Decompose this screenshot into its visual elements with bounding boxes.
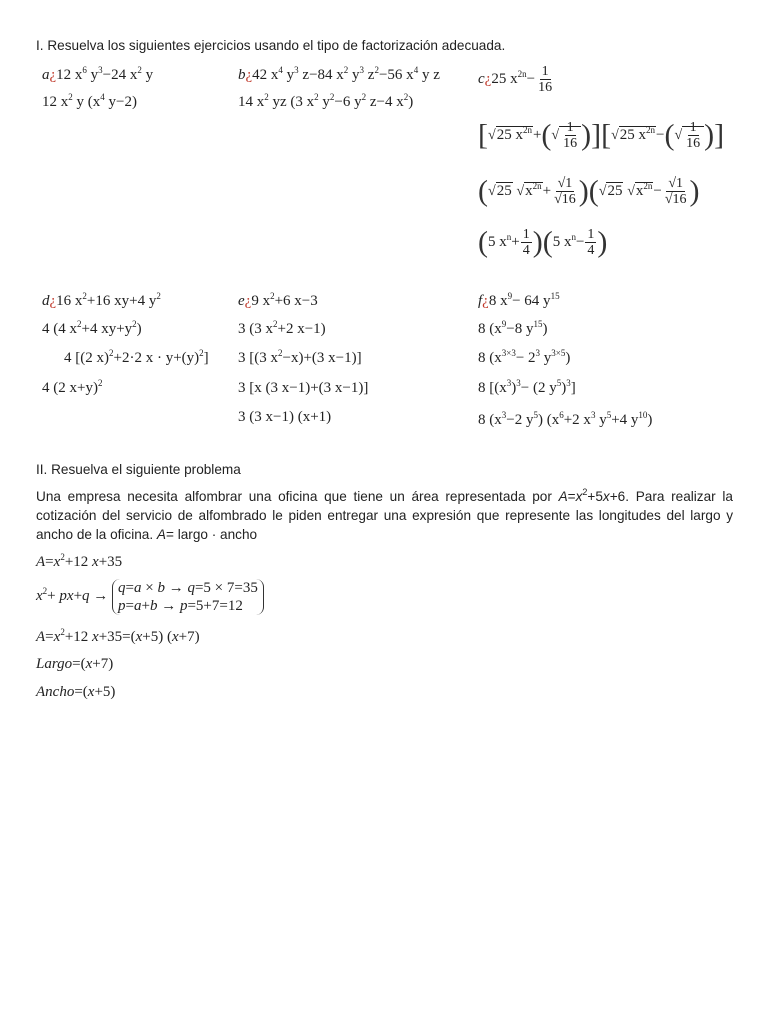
exercise-d-line-3: 4 [(2 x)$^2$+2·2 $x \cdot y+(y)^2$] — [64, 348, 209, 366]
exercise-e-line-3: 3 [(3 $x^2-x)+(3$ x−1)] — [238, 348, 362, 366]
exercise-c-line-2: [√25 $x^{2n}+(√$ $\frac{1}{16}$ )][√25 $x^{2n}-(√$ $\frac{1}{16}$ )] — [478, 118, 725, 152]
exercise-f-line-3: 8 ($x^{3\times 3}- 2^3$ $y^{3\times 5}$) — [478, 348, 571, 366]
ancho-result: Ancho=(x+5) — [36, 684, 116, 700]
factored-area: $A=x^2+12$ x+35=(x+5) (x+7) — [36, 627, 200, 645]
area-equation: $A=x^2+12$ x+35 — [36, 552, 123, 570]
exercise-e-line-1: e¿9 $x^2+6$ x−3 — [238, 291, 318, 309]
exercise-d-line-2: 4 (4 $x^2+4$ $xy+y^2$) — [42, 319, 142, 337]
exercise-c-line-3: (√25 $√x^{2n}+$ $\frac{√1}{√16}$ )(√25 $√x^{2n}-$ $\frac{√1}{√16}$ ) — [478, 174, 700, 208]
exercise-e-line-5: 3 (3 x−1) (x+1) — [238, 409, 332, 425]
exercise-b-line-1: b¿42 $x^4$ $y^3$ z−84 $x^2$ $y^3$ $z^2-56$ $x^4$ y z — [238, 65, 440, 83]
exercise-b-line-2: 14 $x^2$ yz (3 $x^2$ $y^2-6$ $y^2$ z−4 $x^2$) — [238, 92, 414, 110]
largo-result: Largo=(x+7) — [36, 656, 114, 672]
exercise-e-line-4: 3 [x (3 x−1)+(3 x−1)] — [238, 380, 369, 396]
exercise-a-line-2: 12 $x^2$ y ($x^4$ y−2) — [42, 92, 137, 110]
exercise-e-line-2: 3 (3 $x^2+2$ x−1) — [238, 319, 326, 337]
section-2-title: II. Resuelva el siguiente problema — [36, 462, 241, 477]
exercise-a-line-1: a¿12 $x^6$ $y^3-24$ $x^2$ y — [42, 65, 154, 83]
exercise-d-line-1: d¿16 $x^2+16$ xy+4 $y^2$ — [42, 291, 161, 309]
exercise-f-line-5: 8 ($x^3-2$ $y^5$) ($x^6+2$ $x^3$ $y^5+4$ $y^{10}$) — [478, 410, 653, 428]
section-1-title: I. Resuelva los siguientes ejercicios usando el tipo de factorización adecuada. — [36, 38, 506, 53]
exercise-f-line-2: 8 ($x^9-8$ $y^{15}$) — [478, 319, 548, 337]
exercise-c-line-4: (5 $x^n+$ $\frac{1}{4}$ )(5 $x^n-$ $\frac{1}{4}$ ) — [478, 225, 608, 259]
exercise-c-line-1: c¿25 $x^{2n}-$ $\frac{1}{16}$ — [478, 64, 553, 95]
coefficient-system: $x^2+ px+q \to q=a \times b \to q=5 \times 7=35$ p=a+b → p=5+7=12 — [36, 579, 264, 615]
problem-statement: Una empresa necesita alfombrar una oficina que tiene un área representada por $A=x^2+5x+6$. Para realizar la cotización del servicio de alfombrado le piden entregar una expresión que represente las longitudes del largo y ancho de la oficina. A= largo · ancho — [36, 487, 733, 542]
exercise-f-line-4: 8 [$(x^3)^3- (2$ $y^5)^3$] — [478, 378, 576, 396]
exercise-d-line-4: 4 (2 x+y)$^2$ — [42, 378, 103, 396]
exercise-f-line-1: f¿8 $x^9- 64$ $y^{15}$ — [478, 291, 560, 309]
